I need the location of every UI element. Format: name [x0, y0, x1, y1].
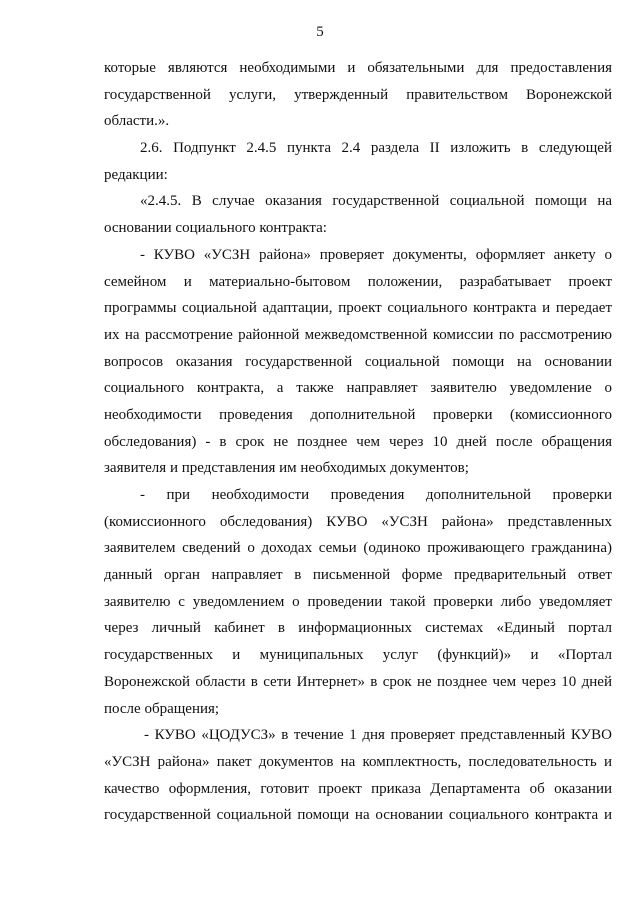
text-line: государственных и муниципальных услуг (функций)» и «Портал: [104, 647, 612, 664]
text-line: качество оформления, готовит проект приказа Департамента об оказании: [104, 780, 612, 797]
text-line: необходимости проведения дополнительной проверки (комиссионного: [104, 406, 612, 423]
text-line: после обращения;: [104, 700, 220, 717]
text-line: Воронежской области в сети Интернет» в срок не позднее чем через 10 дней: [104, 673, 612, 690]
text-line: их на рассмотрение районной межведомственной комиссии по рассмотрению: [104, 326, 612, 343]
text-line: «2.4.5. В случае оказания государственной социальной помощи на: [140, 193, 612, 210]
text-line: «УСЗН района» пакет документов на комплектность, последовательность и: [104, 753, 612, 770]
text-line: 2.6. Подпункт 2.4.5 пункта 2.4 раздела II изложить в следующей: [140, 140, 612, 157]
text-line: государственной социальной помощи на основании социального контракта и: [104, 807, 612, 824]
text-line: основании социального контракта:: [104, 220, 327, 237]
text-line: вопросов оказания государственной социальной помощи на основании: [104, 353, 612, 370]
document-body: [104, 55, 612, 829]
text-line: через личный кабинет в информационных системах «Единый портал: [104, 620, 612, 637]
text-line: заявителем сведений о доходах семьи (одиноко проживающего гражданина): [104, 540, 612, 557]
text-line: (комиссионного обследования) КУВО «УСЗН района» представленных: [104, 513, 612, 530]
text-line: данный орган направляет в письменной форме предварительный ответ: [104, 567, 612, 584]
text-line: заявителя и представления им необходимых документов;: [104, 460, 469, 477]
text-line: - КУВО «УСЗН района» проверяет документы, оформляет анкету о: [140, 246, 612, 263]
text-line: семейном и материально-бытовом положении, разрабатывает проект: [104, 273, 612, 290]
page-number: 5: [316, 24, 324, 40]
text-line: редакции:: [104, 166, 168, 183]
text-line: - КУВО «ЦОДУСЗ» в течение 1 дня проверяет представленный КУВО: [144, 727, 612, 744]
text-line: государственной услуги, утвержденный правительством Воронежской: [104, 86, 612, 103]
text-line: программы социальной адаптации, проект социального контракта и передает: [104, 300, 612, 317]
text-line: - при необходимости проведения дополнительной проверки: [140, 487, 612, 503]
text-line: заявителю с уведомлением о проведении такой проверки либо уведомляет: [104, 593, 612, 610]
text-line: социального контракта, а также направляет заявителю уведомление о: [104, 380, 612, 397]
text-line: которые являются необходимыми и обязательными для предоставления: [104, 60, 612, 76]
text-line: области.».: [104, 113, 170, 130]
text-line: обследования) - в срок не позднее чем через 10 дней после обращения: [104, 433, 612, 450]
